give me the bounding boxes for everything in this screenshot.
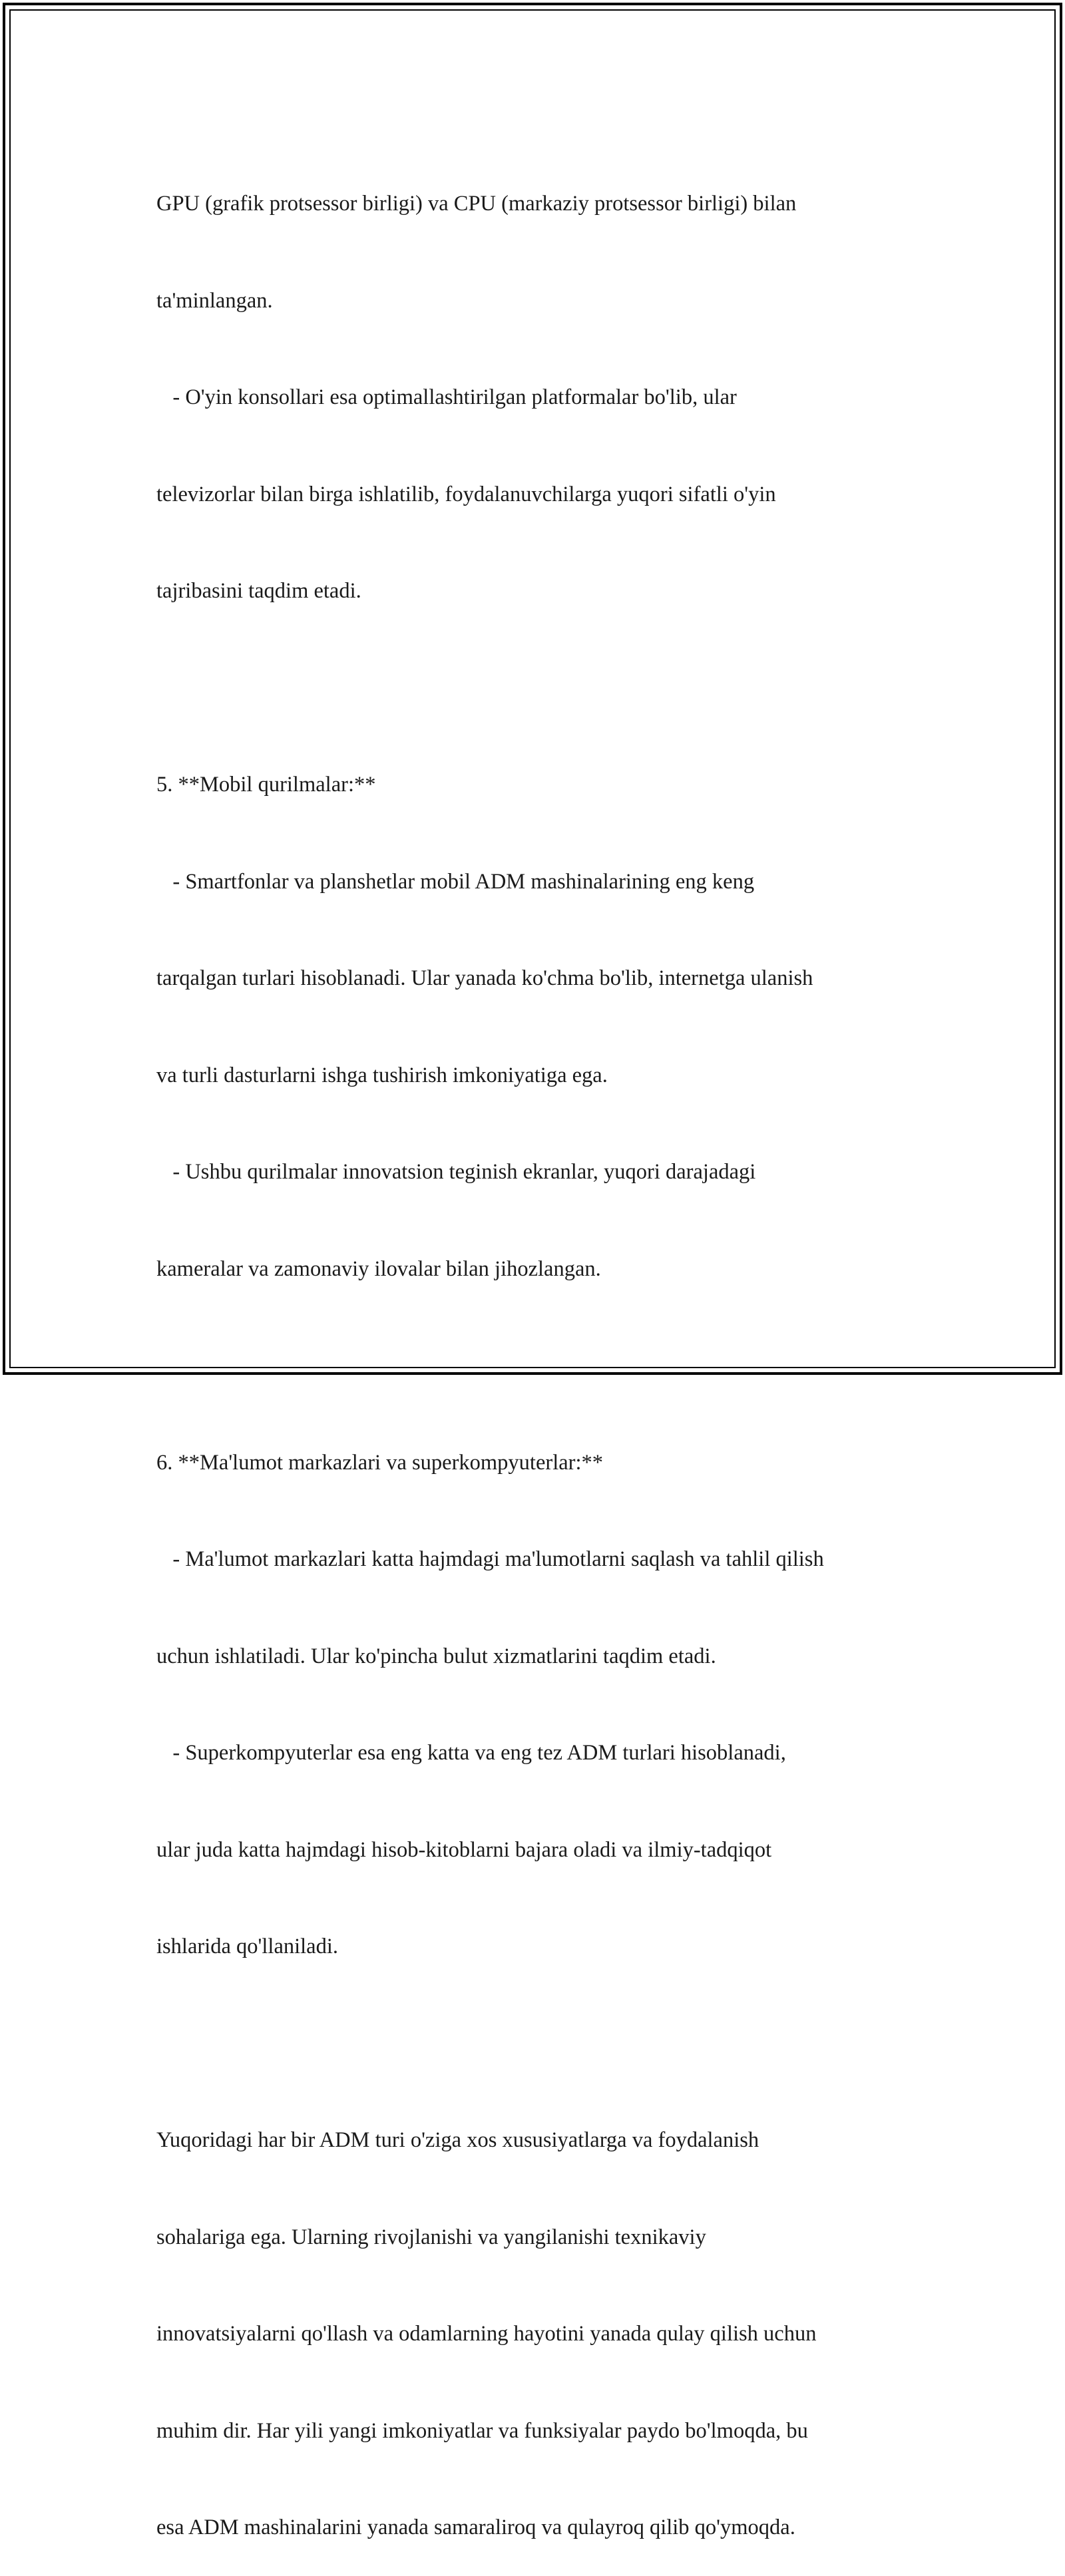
text-line: televizorlar bilan birga ishlatilib, foydalanuvchilarga yuqori sifatli o'yin (156, 482, 776, 506)
text-line: GPU (grafik protsessor birligi) va CPU (markaziy protsessor birligi) bilan (156, 192, 797, 216)
text-line: - Ushbu qurilmalar innovatsion teginish ekranlar, yuqori darajadagi (156, 1160, 756, 1184)
text-line: kameralar va zamonaviy ilovalar bilan jihozlangan. (156, 1256, 601, 1281)
blank-line (156, 2028, 942, 2060)
text-line: muhim dir. Har yili yangi imkoniyatlar va funksiyalar paydo bo'lmoqda, bu (156, 2418, 808, 2443)
text-line: tarqalgan turlari hisoblanadi. Ular yanada ko'chma bo'lib, internetga ulanish (156, 966, 813, 990)
text-line: ishlarida qo'llaniladi. (156, 1934, 339, 1958)
text-line: sohalariga ega. Ularning rivojlanishi va yangilanishi texnikaviy (156, 2225, 706, 2249)
blank-line (156, 672, 942, 705)
text-line: Yuqoridagi har bir ADM turi o'ziga xos xususiyatlarga va foydalanish (156, 2128, 759, 2152)
blank-line (156, 1350, 942, 1382)
text-line: - O'yin konsollari esa optimallashtirilgan platformalar bo'lib, ular (156, 385, 737, 409)
text-line: esa ADM mashinalarini yanada samaraliroq va qulayroq qilib qo'ymoqda. (156, 2515, 795, 2539)
text-line: - Superkompyuterlar esa eng katta va eng tez ADM turlari hisoblanadi, (156, 1741, 786, 1765)
text-line: - Smartfonlar va planshetlar mobil ADM mashinalarining eng keng (156, 869, 755, 894)
text-line: ta'minlangan. (156, 288, 273, 313)
text-line: ular juda katta hajmdagi hisob-kitoblarni bajara oladi va ilmiy-tadqiqot (156, 1837, 772, 1862)
section-heading: 6. **Ma'lumot markazlari va superkompyuterlar:** (156, 1450, 604, 1475)
section-heading: 5. **Mobil qurilmalar:** (156, 773, 376, 797)
text-line: innovatsiyalarni qo'llash va odamlarning hayotini yanada qulay qilish uchun (156, 2322, 817, 2346)
text-line: tajribasini taqdim etadi. (156, 579, 361, 603)
document-body (156, 123, 942, 2576)
text-line: - Ma'lumot markazlari katta hajmdagi ma'lumotlarni saqlash va tahlil qilish (156, 1547, 824, 1571)
text-line: va turli dasturlarni ishga tushirish imkoniyatiga ega. (156, 1063, 608, 1087)
text-line: uchun ishlatiladi. Ular ko'pincha bulut xizmatlarini taqdim etadi. (156, 1644, 716, 1668)
